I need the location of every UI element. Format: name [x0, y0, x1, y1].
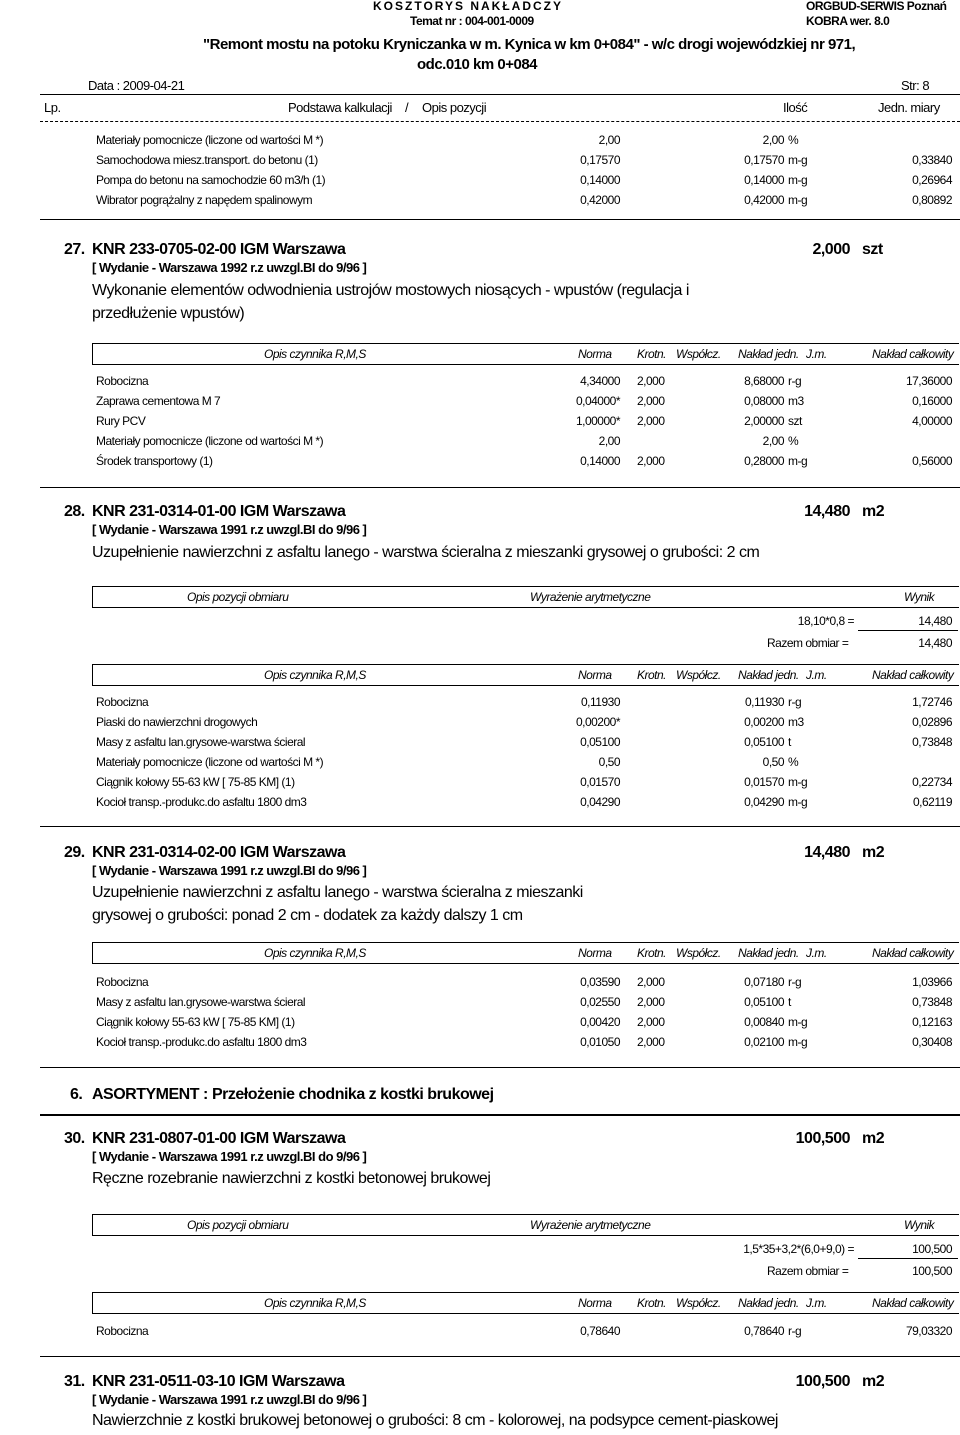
row-calk: 0,16000 — [912, 394, 952, 408]
item-desc: Nawierzchnie z kostki brukowej betonowej o grubości: 8 cm - kolorowej, na podsypce cement-piaskowej — [92, 1412, 778, 1429]
item-lp: 29. — [64, 844, 85, 861]
row-calk: 0,73848 — [912, 995, 952, 1009]
row-norma: 0,00200* — [575, 715, 620, 729]
row-naklad: 2,00000 — [744, 414, 784, 428]
row-norma: 0,05100 — [580, 735, 620, 749]
item-desc: Uzupełnienie nawierzchni z asfaltu lanego - warstwa ścieralna z mieszanki — [92, 884, 583, 901]
row-norma: 0,04000* — [575, 394, 620, 408]
hdr-wspolcz: Współcz. — [676, 1296, 721, 1310]
row-naklad: 0,17570 — [744, 153, 784, 167]
row-calk: 0,02896 — [912, 715, 952, 729]
row-jm: t — [788, 735, 791, 749]
item-lp: 28. — [64, 503, 85, 520]
row-name: Środek transportowy (1) — [96, 454, 213, 468]
row-name: Wibrator pogrążalny z napędem spalinowym — [96, 193, 313, 207]
hdr-naklad-calk: Nakład całkowity — [872, 668, 954, 682]
hdr-jm: J.m. — [806, 946, 827, 960]
asortyment-name: Przełożenie chodnika z kostki brukowej — [212, 1086, 494, 1103]
row-name: Kocioł transp.-produkc.do asfaltu 1800 dm3 — [96, 795, 307, 809]
header-rule-top — [40, 94, 960, 95]
row-krotn: 2,000 — [637, 1035, 665, 1049]
resource-header — [92, 942, 959, 964]
item-wydanie: [ Wydanie - Warszawa 1991 r.z uwzgl.BI do 9/96 ] — [92, 522, 367, 537]
measure-result: 100,500 — [912, 1242, 952, 1256]
hdr-opis-czynnika: Opis czynnika R,M,S — [264, 668, 366, 682]
row-name: Masy z asfaltu lan.grysowe-warstwa ścieral — [96, 995, 306, 1009]
item-desc: przedłużenie wpustów) — [92, 305, 245, 322]
row-naklad: 0,00200 — [744, 715, 784, 729]
doc-title-line2: odc.010 km 0+084 — [417, 56, 538, 73]
row-name: Piaski do nawierzchni drogowych — [96, 715, 258, 729]
hdr-jm: J.m. — [806, 668, 827, 682]
asortyment-num: 6. — [70, 1086, 83, 1103]
row-naklad: 0,02100 — [744, 1035, 784, 1049]
item-lp: 31. — [64, 1373, 85, 1390]
hdr-naklad-jedn: Nakład jedn. — [738, 347, 799, 361]
item-unit: m2 — [862, 844, 885, 861]
section-divider — [40, 1356, 960, 1357]
row-norma: 0,14000 — [580, 173, 620, 187]
row-naklad: 0,00840 — [744, 1015, 784, 1029]
resource-header — [92, 343, 959, 365]
row-jm: r-g — [788, 374, 802, 388]
row-jm: % — [788, 755, 799, 769]
row-krotn: 2,000 — [637, 1015, 665, 1029]
row-naklad: 0,42000 — [744, 193, 784, 207]
item-wydanie: [ Wydanie - Warszawa 1991 r.z uwzgl.BI do 9/96 ] — [92, 1149, 367, 1164]
hdr-wspolcz: Współcz. — [676, 668, 721, 682]
row-name: Zaprawa cementowa M 7 — [96, 394, 221, 408]
col-opis: Opis pozycji — [422, 100, 487, 115]
item-code: KNR 231-0314-01-00 IGM Warszawa — [92, 503, 346, 520]
row-name: Kocioł transp.-produkc.do asfaltu 1800 dm3 — [96, 1035, 307, 1049]
razem-label: Razem obmiar = — [767, 1264, 849, 1278]
row-norma: 2,00 — [598, 133, 620, 147]
hdr-naklad-jedn: Nakład jedn. — [738, 946, 799, 960]
row-krotn: 2,000 — [637, 975, 665, 989]
item-code: KNR 231-0511-03-10 IGM Warszawa — [92, 1373, 345, 1390]
hdr-opis-obmiaru: Opis pozycji obmiaru — [187, 1218, 289, 1232]
measure-expression: 18,10*0,8 = — [797, 614, 854, 628]
row-jm: m-g — [788, 153, 808, 167]
col-ilosc: Ilość — [783, 100, 808, 115]
row-jm: m-g — [788, 1015, 808, 1029]
hdr-wspolcz: Współcz. — [676, 946, 721, 960]
item-qty: 14,480 — [804, 503, 850, 520]
item-unit: szt — [862, 241, 883, 258]
row-calk: 0,56000 — [912, 454, 952, 468]
row-naklad: 2,00 — [762, 434, 784, 448]
row-norma: 0,50 — [598, 755, 620, 769]
col-lp: Lp. — [44, 100, 61, 115]
asortyment-label: ASORTYMENT : — [92, 1086, 208, 1103]
row-krotn: 2,000 — [637, 995, 665, 1009]
page-number: Str: 8 — [901, 78, 930, 93]
item-code: KNR 231-0807-01-00 IGM Warszawa — [92, 1130, 346, 1147]
item-unit: m2 — [862, 1373, 885, 1390]
row-name: Samochodowa miesz.transport. do betonu (1) — [96, 153, 318, 167]
row-norma: 0,03590 — [580, 975, 620, 989]
row-naklad: 0,08000 — [744, 394, 784, 408]
col-podstawa: Podstawa kalkulacji — [288, 100, 392, 115]
row-name: Materiały pomocnicze (liczone od wartości M *) — [96, 133, 324, 147]
row-naklad: 0,50 — [762, 755, 784, 769]
hdr-jm: J.m. — [806, 1296, 827, 1310]
row-jm: r-g — [788, 975, 802, 989]
row-calk: 0,73848 — [912, 735, 952, 749]
temat-number: Temat nr : 004-001-0009 — [410, 14, 534, 28]
row-name: Ciągnik kołowy 55-63 kW [ 75-85 KM] (1) — [96, 1015, 295, 1029]
row-name: Robocizna — [96, 975, 149, 989]
hdr-krotn: Krotn. — [637, 1296, 667, 1310]
row-jm: m-g — [788, 795, 808, 809]
row-norma: 4,34000 — [580, 374, 620, 388]
row-jm: t — [788, 995, 791, 1009]
row-naklad: 0,11930 — [745, 695, 784, 709]
row-name: Robocizna — [96, 374, 149, 388]
row-norma: 0,14000 — [580, 454, 620, 468]
razem-value: 100,500 — [912, 1264, 952, 1278]
item-desc: Ręczne rozebranie nawierzchni z kostki betonowej brukowej — [92, 1170, 491, 1187]
item-code: KNR 233-0705-02-00 IGM Warszawa — [92, 241, 346, 258]
row-norma: 0,11930 — [581, 695, 620, 709]
row-norma: 0,78640 — [580, 1324, 620, 1338]
row-name: Masy z asfaltu lan.grysowe-warstwa ścieral — [96, 735, 306, 749]
row-krotn: 2,000 — [637, 414, 665, 428]
item-qty: 2,000 — [812, 241, 850, 258]
company-name: ORGBUD-SERWIS Poznań — [806, 0, 947, 13]
row-calk: 1,03966 — [912, 975, 952, 989]
hdr-jm: J.m. — [806, 347, 827, 361]
row-jm: r-g — [788, 695, 802, 709]
row-krotn: 2,000 — [637, 454, 665, 468]
hdr-naklad-calk: Nakład całkowity — [872, 347, 954, 361]
hdr-opis-czynnika: Opis czynnika R,M,S — [264, 946, 366, 960]
hdr-naklad-jedn: Nakład jedn. — [738, 668, 799, 682]
row-naklad: 0,07180 — [744, 975, 784, 989]
col-jedn: Jedn. miary — [878, 100, 940, 115]
row-jm: m3 — [788, 394, 804, 408]
sum-rule — [858, 630, 958, 631]
hdr-norma: Norma — [578, 347, 612, 361]
row-name: Materiały pomocnicze (liczone od wartości M *) — [96, 755, 324, 769]
row-naklad: 8,68000 — [744, 374, 784, 388]
hdr-wynik: Wynik — [904, 1218, 935, 1232]
item-wydanie: [ Wydanie - Warszawa 1992 r.z uwzgl.BI do 9/96 ] — [92, 260, 367, 275]
asortyment-rule — [40, 1114, 960, 1116]
doc-date: Data : 2009-04-21 — [88, 78, 185, 93]
doc-title-line1: "Remont mostu na potoku Kryniczanka w m. Kynica w km 0+084" - w/c drogi wojewódzkiej nr 971, — [203, 36, 856, 53]
hdr-opis-obmiaru: Opis pozycji obmiaru — [187, 590, 289, 604]
row-naklad: 0,78640 — [744, 1324, 784, 1338]
row-calk: 0,12163 — [912, 1015, 952, 1029]
item-qty: 100,500 — [795, 1373, 850, 1390]
item-code: KNR 231-0314-02-00 IGM Warszawa — [92, 844, 346, 861]
hdr-norma: Norma — [578, 946, 612, 960]
row-calk: 0,62119 — [913, 795, 952, 809]
row-name: Materiały pomocnicze (liczone od wartości M *) — [96, 434, 324, 448]
row-calk: 79,03320 — [905, 1324, 952, 1338]
hdr-opis-czynnika: Opis czynnika R,M,S — [264, 347, 366, 361]
row-calk: 4,00000 — [912, 414, 952, 428]
hdr-wspolcz: Współcz. — [676, 347, 721, 361]
row-jm: m-g — [788, 454, 808, 468]
razem-label: Razem obmiar = — [767, 636, 849, 650]
item-wydanie: [ Wydanie - Warszawa 1991 r.z uwzgl.BI do 9/96 ] — [92, 863, 367, 878]
hdr-naklad-jedn: Nakład jedn. — [738, 1296, 799, 1310]
row-calk: 0,33840 — [912, 153, 952, 167]
row-naklad: 0,05100 — [744, 735, 784, 749]
sum-rule — [858, 1258, 958, 1259]
item-unit: m2 — [862, 1130, 885, 1147]
hdr-norma: Norma — [578, 668, 612, 682]
row-naklad: 0,01570 — [744, 775, 784, 789]
razem-value: 14,480 — [918, 636, 952, 650]
row-jm: m3 — [788, 715, 804, 729]
row-calk: 0,80892 — [912, 193, 952, 207]
item-desc: Uzupełnienie nawierzchni z asfaltu lanego - warstwa ścieralna z mieszanki grysowej o grubości: 2 cm — [92, 544, 760, 561]
item-qty: 14,480 — [804, 844, 850, 861]
row-calk: 0,22734 — [912, 775, 952, 789]
row-name: Robocizna — [96, 1324, 149, 1338]
row-krotn: 2,000 — [637, 394, 665, 408]
row-norma: 0,01570 — [580, 775, 620, 789]
hdr-wyrazenie: Wyrażenie arytmetyczne — [530, 590, 651, 604]
hdr-krotn: Krotn. — [637, 347, 667, 361]
hdr-wynik: Wynik — [904, 590, 935, 604]
col-slash: / — [405, 100, 409, 115]
row-jm: m-g — [788, 193, 808, 207]
item-unit: m2 — [862, 503, 885, 520]
row-jm: m-g — [788, 173, 808, 187]
row-jm: r-g — [788, 1324, 802, 1338]
row-norma: 0,42000 — [580, 193, 620, 207]
section-divider — [40, 219, 960, 220]
section-divider — [40, 1067, 960, 1068]
row-krotn: 2,000 — [637, 374, 665, 388]
row-calk: 0,26964 — [912, 173, 952, 187]
item-desc: grysowej o grubości: ponad 2 cm - dodatek za każdy dalszy 1 cm — [92, 907, 523, 924]
row-name: Pompa do betonu na samochodzie 60 m3/h (1) — [96, 173, 326, 187]
item-qty: 100,500 — [795, 1130, 850, 1147]
row-norma: 0,04290 — [580, 795, 620, 809]
hdr-opis-czynnika: Opis czynnika R,M,S — [264, 1296, 366, 1310]
row-jm: m-g — [788, 775, 808, 789]
hdr-naklad-calk: Nakład całkowity — [872, 946, 954, 960]
row-norma: 2,00 — [598, 434, 620, 448]
row-name: Ciągnik kołowy 55-63 kW [ 75-85 KM] (1) — [96, 775, 295, 789]
row-naklad: 0,14000 — [744, 173, 784, 187]
hdr-krotn: Krotn. — [637, 946, 667, 960]
hdr-naklad-calk: Nakład całkowity — [872, 1296, 954, 1310]
row-name: Rury PCV — [96, 414, 146, 428]
row-norma: 0,00420 — [580, 1015, 620, 1029]
resource-header — [92, 664, 959, 686]
row-norma: 0,17570 — [580, 153, 620, 167]
measure-result: 14,480 — [918, 614, 952, 628]
section-divider — [40, 826, 960, 827]
item-wydanie: [ Wydanie - Warszawa 1991 r.z uwzgl.BI do 9/96 ] — [92, 1392, 367, 1407]
measure-expression: 1,5*35+3,2*(6,0+9,0) = — [743, 1242, 854, 1256]
row-calk: 0,30408 — [912, 1035, 952, 1049]
hdr-wyrazenie: Wyrażenie arytmetyczne — [530, 1218, 651, 1232]
row-naklad: 2,00 — [762, 133, 784, 147]
hdr-krotn: Krotn. — [637, 668, 667, 682]
row-norma: 0,02550 — [580, 995, 620, 1009]
row-naklad: 0,04290 — [744, 795, 784, 809]
hdr-norma: Norma — [578, 1296, 612, 1310]
row-norma: 0,01050 — [580, 1035, 620, 1049]
item-lp: 27. — [64, 241, 85, 258]
doc-type: KOSZTORYS NAKŁADCZY — [373, 0, 564, 13]
row-jm: m-g — [788, 1035, 808, 1049]
row-naklad: 0,28000 — [744, 454, 784, 468]
row-calk: 17,36000 — [905, 374, 952, 388]
row-jm: % — [788, 133, 799, 147]
row-calk: 1,72746 — [912, 695, 952, 709]
section-divider — [40, 487, 960, 488]
row-naklad: 0,05100 — [744, 995, 784, 1009]
row-norma: 1,00000* — [575, 414, 620, 428]
resource-header — [92, 1292, 959, 1314]
row-name: Robocizna — [96, 695, 149, 709]
row-jm: % — [788, 434, 799, 448]
item-lp: 30. — [64, 1130, 85, 1147]
software-version: KOBRA wer. 8.0 — [806, 14, 890, 28]
item-desc: Wykonanie elementów odwodnienia ustrojów mostowych niosących - wpustów (regulacja i — [92, 282, 689, 299]
header-rule-bottom — [40, 121, 960, 122]
row-jm: szt — [788, 414, 802, 428]
